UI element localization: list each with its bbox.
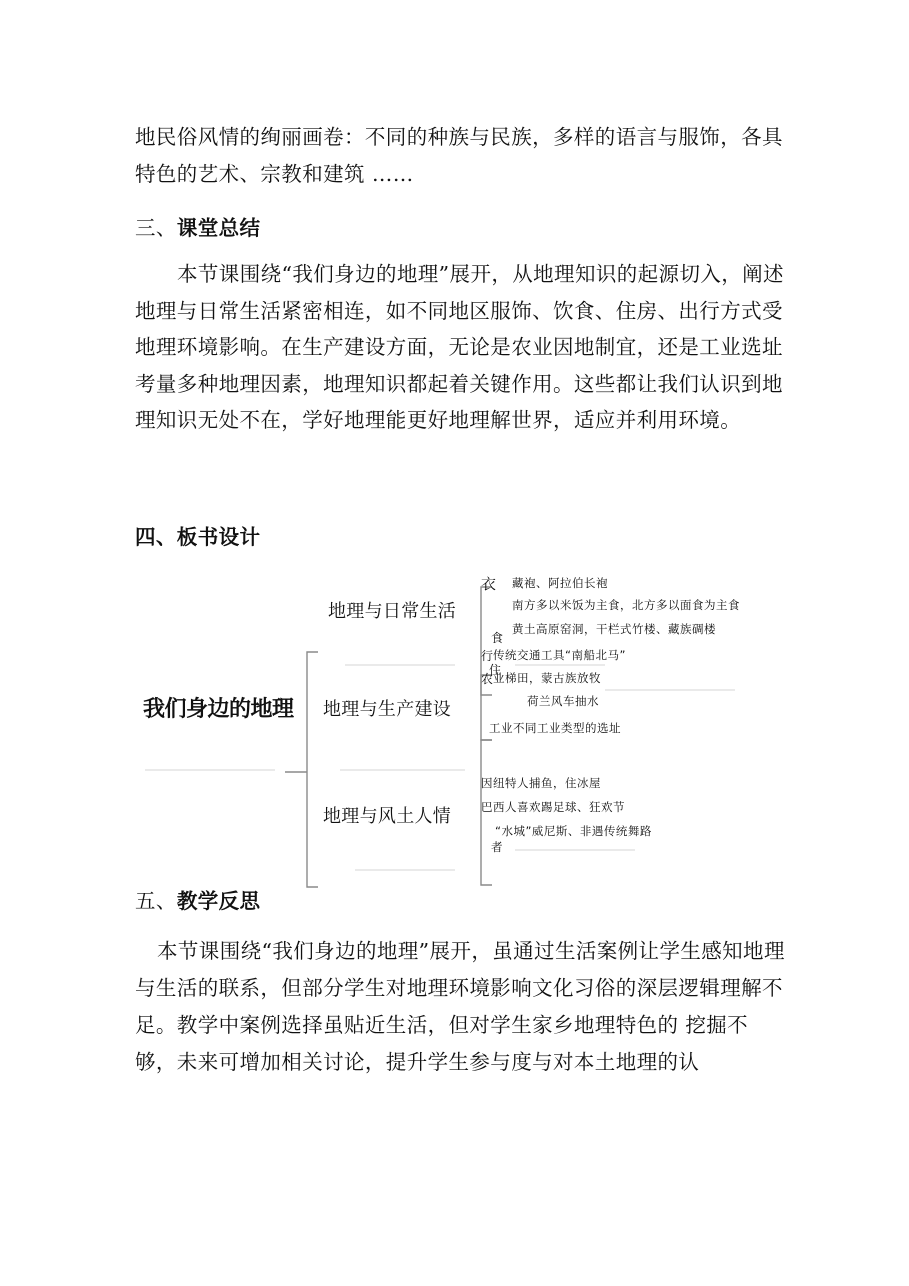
note-agri: 业梯田，蒙古族放牧 [493,671,601,685]
note-food: 南方多以米饭为主食，北方多以面食为主食 [512,598,740,612]
reflection-paragraph: 本节课围绕“我们身边的地理”展开，虽通过生活案例让学生感知地理与生活的联系，但部分学生对地理环境影响文化习俗的深层逻辑理解不足。教学中案例选择虽贴近生活，但对学生家乡地理特色的 挖掘不够，未来可增加相关讨论，提升学生参与度与对本土地理的认 [135,939,785,1074]
section-heading-board: 四、板书设计 [135,525,261,549]
char-agri: 农 [481,672,494,686]
note-venice: “水城”威尼斯、非遇传统舞路 [495,824,652,838]
char-house: 住 [489,663,502,677]
char-clothing: 衣 [481,575,497,593]
branch-daily-life: 地理与日常生活 [328,601,457,622]
diagram-connectors [135,565,785,895]
note-clothing: 藏袍、阿拉伯长袍 [512,576,608,590]
section-number: 五、 [135,889,177,913]
section-number: 三、 [135,216,177,240]
section-title: 教学反思 [176,889,261,913]
note-industry: 工业不同工业类型的选址 [489,721,621,735]
summary-paragraph: 本节课围绕“我们身边的地理”展开，从地理知识的起源切入，阐述地理与日常生活紧密相连，如不同地区服饰、饮食、住房、出行方式受地理环境影响。在生产建设方面，无论是农业因地制宜，还是工业选址考量多种地理因素，地理知识都起着关键作用。这些都让我们认识到地理知识无处不在，学好地理能更好地理解世界，适应并利用环境。 [135,262,784,433]
char-travel: 行 [481,649,494,663]
section-heading-reflection [135,884,260,914]
note-windmill: 荷兰风车抽水 [527,694,599,708]
main-topic: 我们身边的地理 [143,697,294,722]
section-title: 课堂总结 [176,216,261,240]
board-design-diagram [135,565,785,895]
char-food: 食 [491,631,504,645]
main-bracket [307,652,318,887]
section-heading-summary [135,211,260,241]
note-brazil: 巴西人喜欢踢足球、狂欢节 [481,800,625,814]
note-stray: 者 [491,840,503,854]
branch-production: 地理与生产建设 [323,699,452,720]
note-housing: 黄土高原窑洞，干栏式竹楼、藏族碉楼 [512,622,716,636]
branch-customs: 地理与风土人情 [323,806,452,827]
note-travel: 传统交通工具“南船北马” [493,648,626,662]
note-inuit: 因纽特人捕鱼，住冰屋 [481,776,601,790]
intro-paragraph: 地民俗风情的绚丽画卷：不同的种族与民族，多样的语言与服饰，各具特色的艺术、宗教和建筑 …… [135,125,783,186]
